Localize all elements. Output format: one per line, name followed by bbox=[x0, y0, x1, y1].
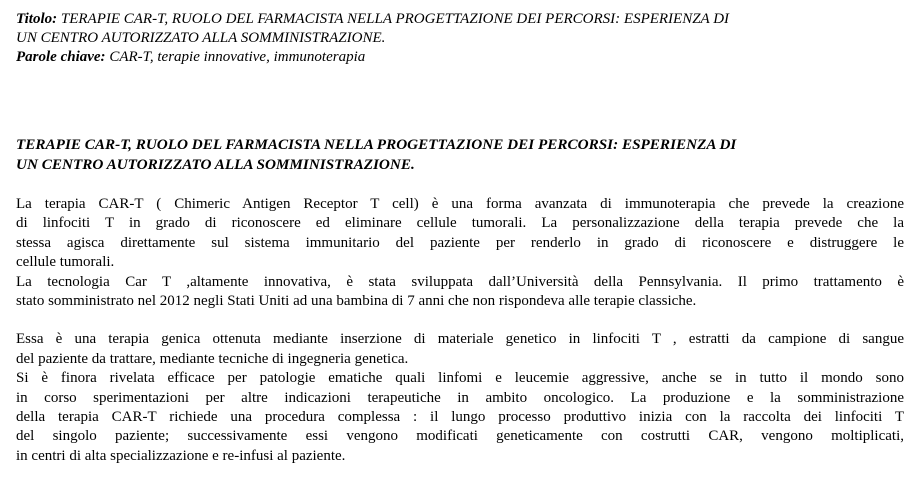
body-line: La terapia CAR-T ( Chimeric Antigen Receptor T cell) è una forma avanzata di immunoterapia che prevede la creazione bbox=[16, 196, 904, 212]
body-line: Si è finora rivelata efficace per patologie ematiche quali linfomi e leucemie aggressive, anche se in tutto il mondo sono bbox=[16, 370, 904, 387]
title-label: Titolo: bbox=[16, 11, 58, 27]
title-text-line2: UN CENTRO AUTORIZZATO ALLA SOMMINISTRAZIONE. bbox=[16, 30, 386, 46]
document-page bbox=[16, 10, 904, 464]
body-line: cellule tumorali. bbox=[16, 254, 115, 271]
body-line: di linfociti T in grado di riconoscere ed eliminare cellule tumorali. La personalizzazione della terapia prevede che la bbox=[16, 215, 904, 232]
paragraph-1 bbox=[16, 195, 904, 311]
keywords-label: Parole chiave: bbox=[16, 49, 106, 65]
body-line: stato somministrato nel 2012 negli Stati Uniti ad una bambina di 7 anni che non rispondeva alle terapie classiche. bbox=[16, 293, 697, 310]
body-line: in corso sperimentazioni per altre indicazioni terapeutiche in ambito oncologico. La produzione e la somministrazione bbox=[16, 389, 904, 406]
body-line: stessa agisca direttamente sul sistema immunitario del paziente per renderlo in grado di riconoscere e distruggere le bbox=[16, 234, 904, 251]
heading-line: UN CENTRO AUTORIZZATO ALLA SOMMINISTRAZIONE. bbox=[16, 156, 415, 173]
body-line: La tecnologia Car T ,altamente innovativa, è stata sviluppata dall’Università della Pennsylvania. Il primo trattamento è bbox=[16, 273, 904, 290]
body-line: in centri di alta specializzazione e re-infusi al paziente. bbox=[16, 447, 346, 464]
body-line: del singolo paziente; successivamente essi vengono modificati geneticamente con costrutti CAR, vengono moltiplicati, bbox=[16, 428, 904, 445]
body-line: della terapia CAR-T richiede una procedura complessa : il lungo processo produttivo inizia con la raccolta dei linfociti T bbox=[16, 409, 904, 426]
keywords-line bbox=[16, 48, 904, 67]
article-heading bbox=[16, 135, 904, 175]
body-line: del paziente da trattare, mediante tecniche di ingegneria genetica. bbox=[16, 350, 409, 367]
title-text-line1: TERAPIE CAR-T, RUOLO DEL FARMACISTA NELLA PROGETTAZIONE DEI PERCORSI: ESPERIENZA DI bbox=[60, 11, 730, 27]
keywords-value: CAR-T, terapie innovative, immunoterapia bbox=[109, 49, 366, 65]
heading-line: TERAPIE CAR-T, RUOLO DEL FARMACISTA NELLA PROGETTAZIONE DEI PERCORSI: ESPERIENZA DI bbox=[16, 136, 737, 153]
paragraph-2 bbox=[16, 330, 904, 466]
article-body bbox=[16, 195, 904, 466]
title-line bbox=[16, 10, 904, 48]
body-line: Essa è una terapia genica ottenuta mediante inserzione di materiale genetico in linfociti T , estratti da campione di sangue bbox=[16, 331, 904, 348]
